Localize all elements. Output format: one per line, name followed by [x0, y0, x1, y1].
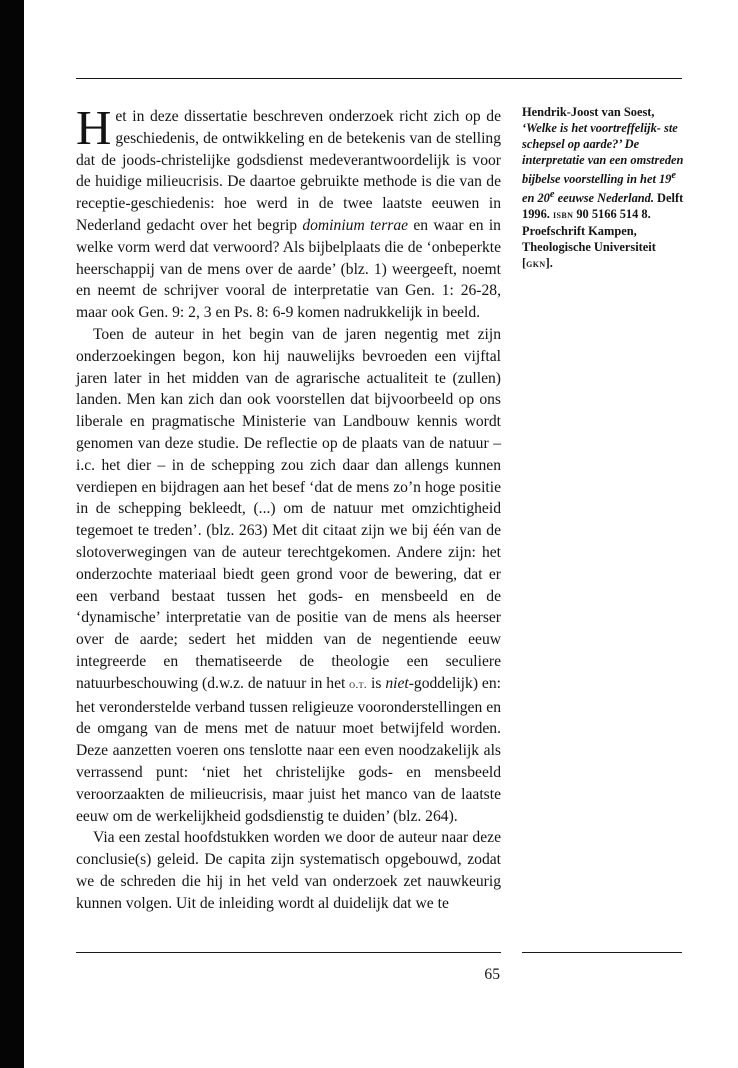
- latin-term: dominium terrae: [302, 216, 409, 234]
- page-number: 65: [484, 966, 500, 983]
- isbn-value: 90 5166 514 8.: [573, 207, 651, 222]
- book-author: Hendrik-Joost van Soest,: [522, 105, 655, 119]
- paragraph-2: Toen de auteur in het begin van de jaren negentig met zijn onderzoekingen begon, kon hij nauwelijks bevroeden een vijftal jaren later in het midden van de agrarische actualiteit te (zullen) landen. Men kan zich dan ook voorstellen dat bijvoorbeeld op ons liberale en pragmatische Ministerie van Landbouw kennis wordt genomen van deze studie. De reflectie op de plaats van de natuur – i.c. het dier – in de schepping zou zich daar dan allengs kunnen verdiepen en bijdragen aan het besef ‘dat de mens zo’n hoge positie in de schepping bekleedt, (...) om de natuur met omzichtigheid tegemoet te treden’. (blz. 263) Met dit citaat zijn we bij één van de slotoverwegingen van de auteur terechtgekomen. Andere zijn: het onderzochte materiaal biedt geen grond voor de bewering, dat er een verband bestaat tussen het gods- en mensbeeld en de ‘dynamische’ interpretatie van de positie van de mens als heerser over de aarde; sedert het midden van de negentiende eeuw integreerde en thematiseerde de theologie een seculiere natuurbeschouwing (d.w.z. de natuur in het o.t. is niet-goddelijk) en: het veronderstelde verband tussen religieuze vooronderstellingen en de omgang van de mens met de natuur moet betwijfeld worden. Deze aanzetten voeren ons tenslotte naar een even noodzakelijk als verrassend punt: ‘niet het christelijke gods- en mensbeeld veroorzaakten de milieucrisis, maar juist het manco van de laatste eeuw om de werkelijkheid godsdienstig te duiden’ (blz. 264).: [76, 325, 501, 825]
- header-rule: [76, 78, 682, 79]
- footer-rule-main: [76, 952, 501, 953]
- footer-rule-sidebar: [522, 952, 682, 953]
- book-reference: Hendrik-Joost van Soest, ‘Welke is het voortreffelijk- ste schepsel op aarde?’ De interpretatie van een omstreden bijbelse voorstelling in het 19e en 20e eeuwse Nederland. Delft 1996. isbn 90 5166 514 8. Proefschrift Kampen, Theologische Universiteit [gkn].: [522, 105, 684, 271]
- isbn-label: isbn: [552, 209, 574, 222]
- ot-abbreviation: o.t.: [349, 678, 368, 691]
- drop-cap: H: [76, 100, 112, 155]
- book-publisher: Proefschrift Kampen, Theologische Universiteit: [522, 224, 656, 255]
- reviewer-tag: gkn: [526, 258, 546, 271]
- paragraph-1: Het in deze dissertatie beschreven onderzoek richt zich op de geschiedenis, de ontwikkeling en de betekenis van de stelling dat de joods-christelijke godsdienst medeverantwoordelijk is voor de huidige milieucrisis. De daartoe gebruikte methode is die van de receptie-geschiedenis: hoe werd in de twee laatste eeuwen in Nederland gedacht over het begrip dominium terrae en waar en in welke vorm werd dat verwoord? Als bijbelplaats die de ‘onbeperkte heerschappij van de mens over de aarde’ (blz. 1) weergeeft, noemt en neemt de schrijver vooral de interpretatie van Gen. 1: 26-28, maar ook Gen. 9: 2, 3 en Ps. 8: 6-9 komen nadrukkelijk in beeld.: [76, 100, 501, 322]
- scan-binding-edge: [0, 0, 24, 1068]
- book-title: ‘Welke is het voortreffelijk- ste schepsel op aarde?’ De interpretatie van een omstreden bijbelse voorstelling in het 19e en 20e eeuwse Nederland.: [522, 121, 684, 206]
- paragraph-3: Via een zestal hoofdstukken worden we door de auteur naar deze conclusie(s) geleid. De capita zijn systematisch opgebouwd, zodat we de schreden die hij in het veld van onderzoek zet nauwkeurig kunnen volgen. Uit de inleiding wordt al duidelijk dat we te: [76, 829, 501, 912]
- book-place-year: Delft 1996.: [522, 191, 684, 222]
- review-body: [76, 100, 501, 914]
- book-reference-sidebar: [522, 104, 684, 272]
